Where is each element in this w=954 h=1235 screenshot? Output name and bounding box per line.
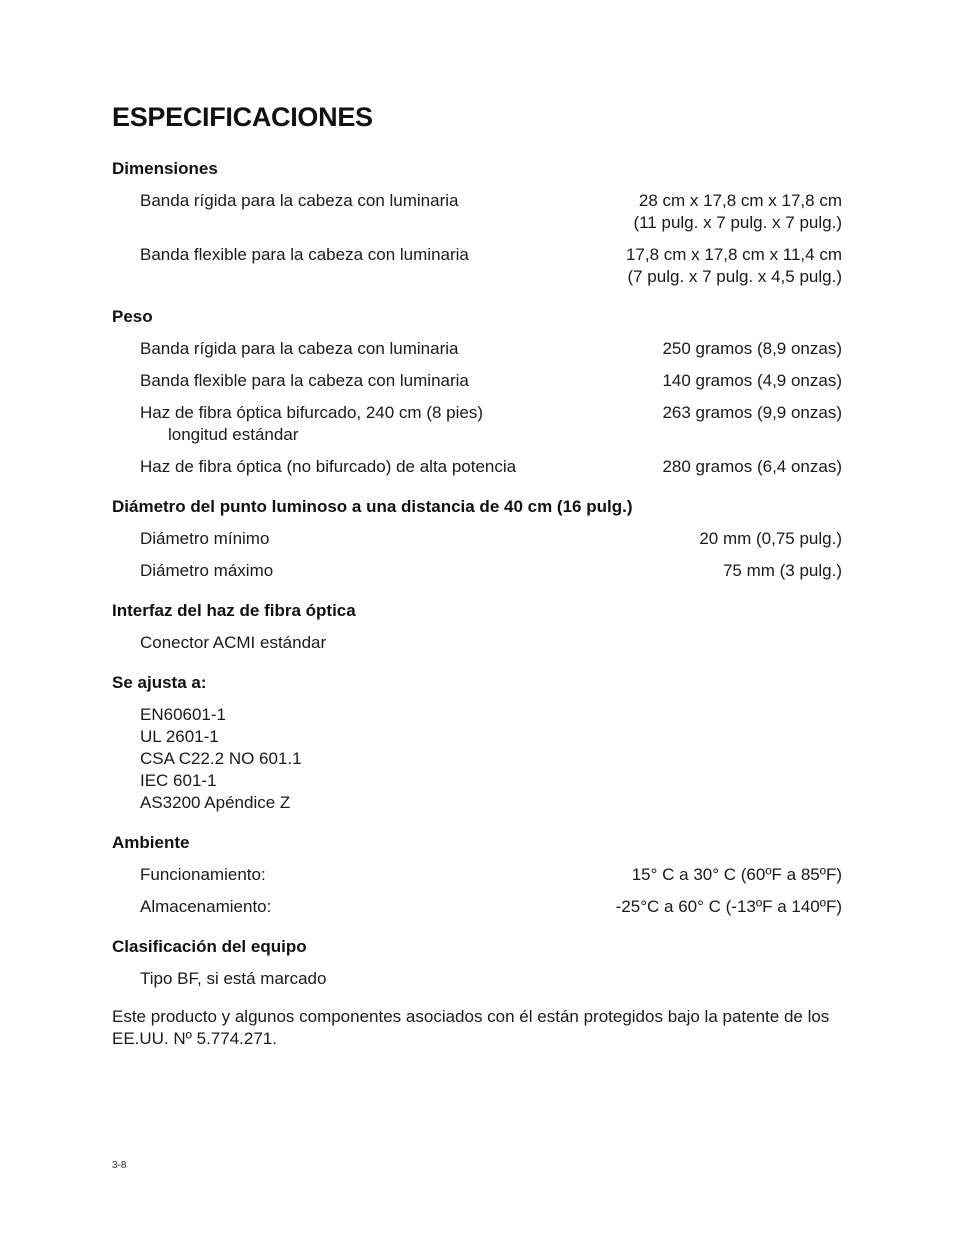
section-heading: Ambiente (112, 833, 190, 852)
spec-label: Haz de fibra óptica (no bifurcado) de alta potencia (140, 457, 517, 476)
spec-row (112, 968, 842, 990)
spec-value-imperial: (7 pulg. x 7 pulg. x 4,5 pulg.) (627, 267, 842, 286)
spec-value (626, 244, 842, 288)
spec-value: 280 gramos (6,4 onzas) (662, 457, 842, 476)
spec-label (140, 402, 662, 446)
spec-label-line: Haz de fibra óptica bifurcado, 240 cm (8 pies) (140, 403, 484, 422)
spec-value-metric: 17,8 cm x 17,8 cm x 11,4 cm (625, 245, 842, 264)
spec-value: 75 mm (3 pulg.) (722, 561, 842, 580)
spec-row (112, 896, 842, 918)
spec-value-metric: 28 cm x 17,8 cm x 17,8 cm (638, 191, 842, 210)
spec-row (112, 190, 842, 234)
spec-value: 263 gramos (9,9 onzas) (662, 403, 842, 422)
list-item: CSA C22.2 NO 601.1 (140, 749, 302, 768)
spec-value-imperial: (11 pulg. x 7 pulg. x 7 pulg.) (633, 213, 842, 232)
spec-row (112, 560, 842, 582)
spec-row (112, 864, 842, 886)
spec-value: 250 gramos (8,9 onzas) (662, 339, 842, 358)
spec-label: Conector ACMI estándar (140, 633, 327, 652)
section-heading: Interfaz del haz de fibra óptica (112, 601, 356, 620)
spec-value: 140 gramos (4,9 onzas) (662, 371, 842, 390)
spec-row (112, 244, 842, 288)
section-clasificacion (112, 936, 842, 990)
section-peso (112, 306, 842, 478)
spec-row (112, 632, 842, 654)
spec-label: Banda flexible para la cabeza con luminaria (140, 371, 469, 390)
standards-list (112, 704, 842, 814)
spec-row (112, 338, 842, 360)
spec-label: Diámetro máximo (140, 561, 274, 580)
section-heading: Dimensiones (112, 159, 218, 178)
spec-label: Banda rígida para la cabeza con luminaria (140, 191, 459, 210)
spec-value: -25°C a 60° C (-13ºF a 140ºF) (615, 897, 842, 916)
spec-label: Diámetro mínimo (140, 529, 270, 548)
spec-row (112, 370, 842, 392)
spec-label: Banda flexible para la cabeza con luminaria (140, 245, 469, 264)
spec-content (112, 158, 842, 1050)
section-normas (112, 672, 842, 814)
spec-label: Almacenamiento: (140, 897, 272, 916)
spec-value: 20 mm (0,75 pulg.) (699, 529, 842, 548)
spec-label-continuation: longitud estándar (168, 425, 299, 444)
section-heading: Clasificación del equipo (112, 937, 307, 956)
spec-value (633, 190, 842, 234)
page-number: 3-8 (112, 1160, 127, 1171)
list-item: IEC 601-1 (140, 771, 217, 790)
patent-footnote: Este producto y algunos componentes asociados con él están protegidos bajo la patente de los EE.UU. Nº 5.774.271. (112, 1007, 830, 1048)
section-diametro (112, 496, 842, 582)
spec-label: Banda rígida para la cabeza con luminaria (140, 339, 459, 358)
section-interfaz (112, 600, 842, 654)
spec-row (112, 528, 842, 550)
spec-label: Tipo BF, si está marcado (140, 969, 327, 988)
section-ambiente (112, 832, 842, 918)
spec-value: 15° C a 30° C (60ºF a 85ºF) (631, 865, 842, 884)
list-item: UL 2601-1 (140, 727, 219, 746)
list-item: EN60601-1 (140, 705, 227, 724)
spec-row (112, 456, 842, 478)
list-item: AS3200 Apéndice Z (140, 793, 291, 812)
section-heading: Diámetro del punto luminoso a una distancia de 40 cm (16 pulg.) (112, 497, 633, 516)
section-heading: Peso (112, 307, 153, 326)
section-heading: Se ajusta a: (112, 673, 207, 692)
spec-label: Funcionamiento: (140, 865, 266, 884)
page-title: ESPECIFICACIONES (112, 102, 373, 132)
section-dimensiones (112, 158, 842, 288)
spec-row (112, 402, 842, 446)
